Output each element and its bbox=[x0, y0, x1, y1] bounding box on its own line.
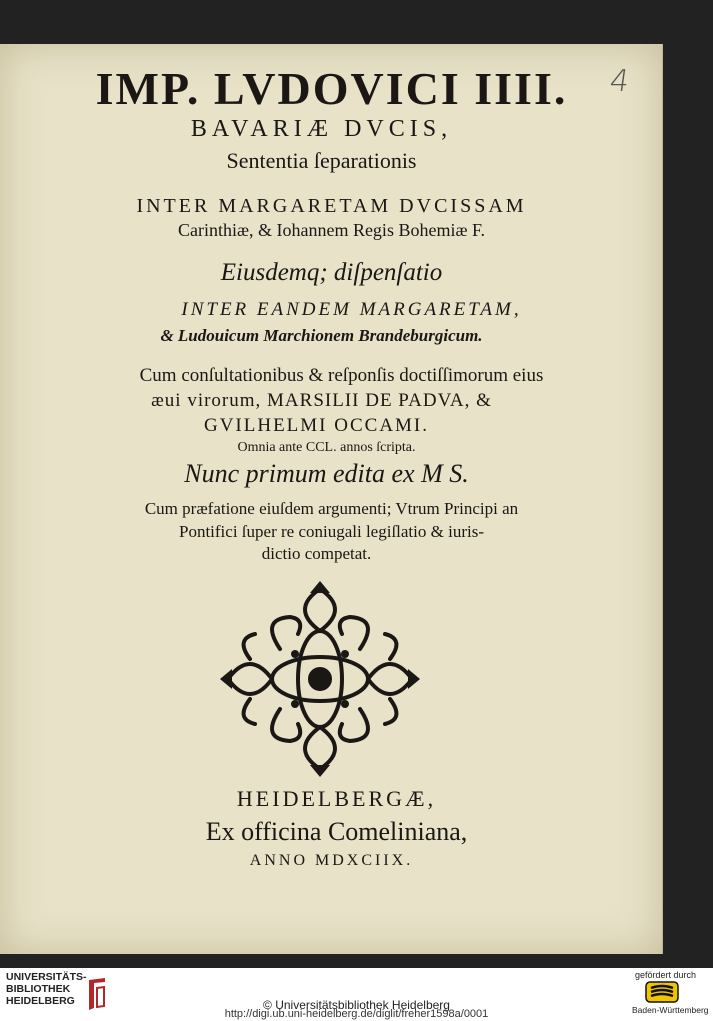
copyright-notice: © Universitätsbibliothek Heidelberg bbox=[263, 998, 450, 1012]
imprint-city: HEIDELBERGÆ, bbox=[236, 786, 437, 811]
title-line-nunc-primum: Nunc primum edita ex M S. bbox=[184, 459, 469, 488]
title-line-sententia: Sententia ſeparationis bbox=[226, 148, 417, 173]
title-line-inter-eandem: INTER EANDEM MARGARETAM, bbox=[181, 299, 522, 320]
title-line-duke: BAVARIÆ DVCIS, bbox=[190, 116, 453, 142]
title-line-omnia: Omnia ante CCL. annos ſcripta. bbox=[237, 440, 416, 455]
title-line-dictio: dictio competat. bbox=[261, 544, 372, 563]
title-line-pontifici: Pontifici ſuper re coniugali legiſlatio & iuris- bbox=[179, 522, 484, 541]
title-line-marsilii: æui virorum, MARSILII DE PADVA, & bbox=[151, 390, 492, 411]
imprint-printer: Ex officina Comeliniana, bbox=[205, 817, 468, 846]
funded-by-label: gefördert durch bbox=[635, 970, 697, 980]
title-line-margaretam: INTER MARGARETAM DVCISSAM bbox=[136, 195, 527, 217]
printers-ornament-icon bbox=[210, 579, 430, 779]
footer-bar bbox=[0, 968, 713, 1021]
imprint-year: ANNO MDXCIIX. bbox=[249, 852, 414, 869]
title-line-dispensatio: Eiusdemq; diſpenſatio bbox=[220, 259, 443, 286]
funder-name: Baden-Württemberg bbox=[632, 1005, 709, 1015]
title-line-emperor: IMP. LVDOVICI IIII. bbox=[95, 63, 568, 114]
title-line-ludouicum: & Ludouicum Marchionem Brandeburgicum. bbox=[160, 326, 483, 345]
title-line-carinthiae: Carinthiæ, & Iohannem Regis Bohemiæ F. bbox=[177, 220, 486, 240]
title-line-occami: GVILHELMI OCCAMI. bbox=[203, 415, 430, 436]
library-logo-line: BIBLIOTHEK bbox=[6, 983, 71, 995]
title-page bbox=[0, 44, 663, 954]
library-logo-line: UNIVERSITÄTS- bbox=[6, 971, 87, 983]
baden-wuerttemberg-crest-icon[interactable] bbox=[645, 981, 679, 1003]
title-line-consultationibus: Cum conſultationibus & reſponſis doctiſſimorum eius bbox=[139, 365, 544, 386]
title-line-praefatione: Cum præfatione eiuſdem argumenti; Vtrum Principi an bbox=[144, 499, 519, 518]
handwritten-page-number: 4 bbox=[607, 64, 632, 99]
permalink-url[interactable]: http://digi.ub.uni-heidelberg.de/diglit/freher1598a/0001 bbox=[224, 1008, 489, 1020]
library-logo-line: HEIDELBERG bbox=[6, 995, 75, 1007]
